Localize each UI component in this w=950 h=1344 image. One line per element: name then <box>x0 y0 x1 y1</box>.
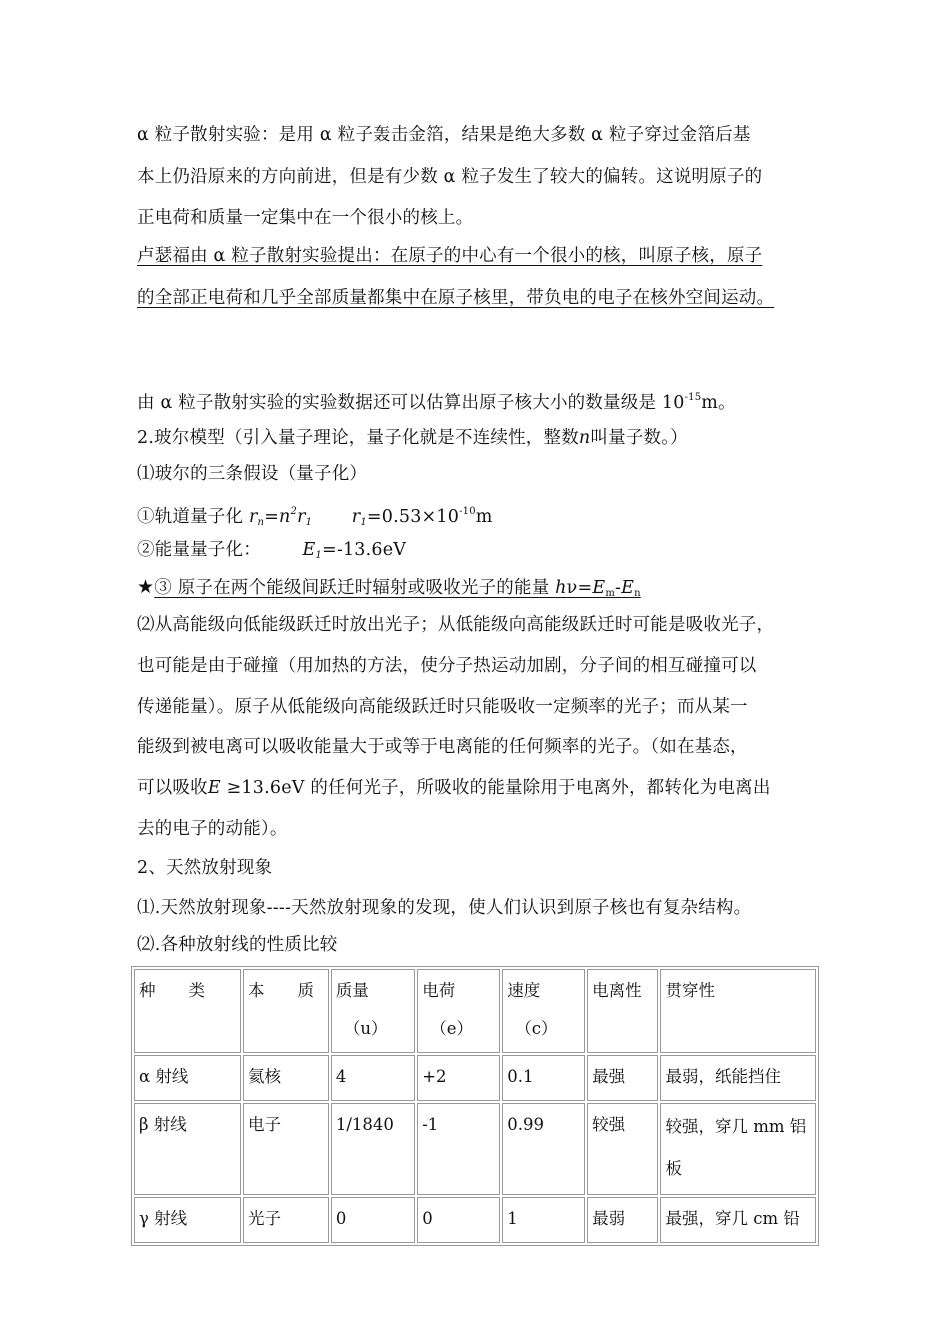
energy-quantization <box>137 535 406 571</box>
header-cell: 质量 （u） <box>331 969 415 1053</box>
table-row <box>134 1055 816 1101</box>
orbit-label: ①轨道量子化 <box>137 507 249 527</box>
energy-formula: $E_1$ <box>302 540 322 561</box>
bohr-model-heading <box>137 423 688 453</box>
radiation-comparison-table <box>131 966 819 1246</box>
table-cell: 较强，穿几 mm 铝板 <box>660 1103 816 1195</box>
nucleus-size-unit: m。 <box>701 393 736 413</box>
table-cell: 最强，穿几 cm 铅 <box>660 1197 816 1243</box>
table-cell: 光子 <box>243 1197 329 1243</box>
table-cell: 4 <box>331 1055 415 1101</box>
table-cell: α 射线 <box>134 1055 241 1101</box>
transition-line-6: 去的电子的动能）。 <box>137 819 288 839</box>
table-cell: 电子 <box>243 1103 329 1195</box>
energy-symbol: E <box>207 778 221 798</box>
table-cell: β 射线 <box>134 1103 241 1195</box>
bohr-text-end: 叫量子数。） <box>590 428 688 448</box>
table-cell: 1 <box>502 1197 585 1243</box>
transition-line-5 <box>137 773 771 803</box>
nucleus-size-exponent: -15 <box>684 392 702 403</box>
orbit-exponent: -10 <box>459 506 476 517</box>
transition-line-2: 也可能是由于碰撞（用加热的方法，使分子热运动加剧，分子间的相互碰撞可以 <box>137 656 757 676</box>
orbit-formula: $r_n=n^2r_1$ <box>248 506 313 528</box>
section-natural-radioactivity-1: ⑴.天然放射现象----天然放射现象的发现，使人们认识到原子核也有复杂结构。 <box>137 898 752 918</box>
star-icon: ★ <box>137 576 155 598</box>
table-cell: 0 <box>331 1197 415 1243</box>
transition-line-5-end: ≥13.6eV 的任何光子，所吸收的能量除用于电离外，都转化为电离出 <box>220 778 771 798</box>
table-cell: 最弱 <box>587 1197 658 1243</box>
transition-line-5-start: 可以吸收 <box>137 778 208 798</box>
header-cell: 电离性 <box>587 969 658 1053</box>
section-natural-radioactivity: 2、天然放射现象 <box>137 858 273 878</box>
photon-energy-line <box>137 572 641 609</box>
transition-line-1: ⑵从高能级向低能级跃迁时放出光子；从低能级向高能级跃迁时可能是吸收光子， <box>137 615 775 635</box>
table-row <box>134 1103 816 1195</box>
nucleus-size-line <box>137 383 736 418</box>
table-cell: 较强 <box>587 1103 658 1195</box>
header-cell: 电荷 （e） <box>417 969 500 1053</box>
bohr-assumptions: ⑴玻尔的三条假设（量子化） <box>137 464 368 484</box>
header-cell: 速度 （c） <box>502 969 585 1053</box>
orbit-quantization <box>137 497 493 538</box>
photon-energy-text: ③ 原子在两个能级间跃迁时辐射或吸收光子的能量 $h\nu=E_m-E_n$ <box>154 578 641 599</box>
energy-label: ②能量量子化： <box>137 540 261 560</box>
table-cell: 0.99 <box>502 1103 585 1195</box>
nucleus-size-text: 由 α 粒子散射实验的实验数据还可以估算出原子核大小的数量级是 10 <box>137 393 685 413</box>
table-cell: 0.1 <box>502 1055 585 1101</box>
energy-value: =-13.6eV <box>321 540 407 560</box>
bohr-n: n <box>578 428 591 448</box>
table-cell: 1/1840 <box>331 1103 415 1195</box>
table-cell: +2 <box>417 1055 500 1101</box>
table-cell: 氦核 <box>243 1055 329 1101</box>
transition-line-4: 能级到被电离可以吸收能量大于或等于电离能的任何频率的光子。（如在基态， <box>137 737 748 757</box>
table-row <box>134 1197 816 1243</box>
header-cell: 贯穿性 <box>660 969 816 1053</box>
paragraph-alpha-line-2: 本上仍沿原来的方向前进，但是有少数 α 粒子发生了较大的偏转。这说明原子的 <box>137 167 763 187</box>
table-cell: -1 <box>417 1103 500 1195</box>
paragraph-alpha-line-3: 正电荷和质量一定集中在一个很小的核上。 <box>137 208 474 228</box>
orbit-unit: m <box>475 507 493 527</box>
orbit-r1: $r_1$ <box>351 507 367 528</box>
table-cell: γ 射线 <box>134 1197 241 1243</box>
rutherford-line-2: 的全部正电荷和几乎全部质量都集中在原子核里，带负电的电子在核外空间运动。 <box>137 288 775 308</box>
paragraph-alpha-line-1: α 粒子散射实验：是用 α 粒子轰击金箔，结果是绝大多数 α 粒子穿过金箔后基 <box>137 125 751 145</box>
transition-line-3: 传递能量）。原子从低能级向高能级跃迁时只能吸收一定频率的光子；而从某一 <box>137 697 748 717</box>
section-natural-radioactivity-2: ⑵.各种放射线的性质比较 <box>137 935 338 955</box>
header-cell: 种 类 <box>134 969 241 1053</box>
table-cell: 最强 <box>587 1055 658 1101</box>
table-header-row <box>134 969 816 1053</box>
orbit-r1-value: =0.53×10 <box>366 507 460 527</box>
rutherford-line-1: 卢瑟福由 α 粒子散射实验提出：在原子的中心有一个很小的核，叫原子核，原子 <box>137 246 763 266</box>
header-cell: 本 质 <box>243 969 329 1053</box>
table-cell: 0 <box>417 1197 500 1243</box>
bohr-text: 2.玻尔模型（引入量子理论，量子化就是不连续性，整数 <box>137 428 579 448</box>
table-cell: 最弱，纸能挡住 <box>660 1055 816 1101</box>
